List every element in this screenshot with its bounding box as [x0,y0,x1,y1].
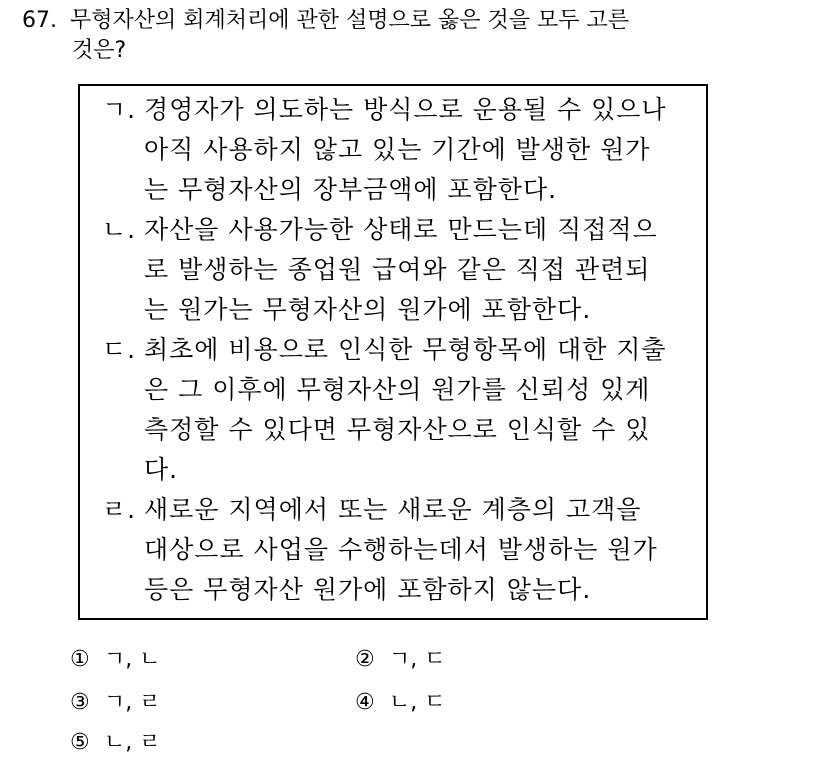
choice-number: ⑤ [70,730,90,755]
choice-4[interactable] [355,688,446,718]
statement-line: 측정할 수 있다면 무형자산으로 인식할 수 있 [144,415,651,444]
statement-line: 아직 사용하지 않고 있는 기간에 발생한 원가 [144,135,651,164]
question-text-line1: 무형자산의 회계처리에 관한 설명으로 옳은 것을 모두 고른 [70,8,630,33]
choice-text: ㄱ, ㄷ [389,647,446,672]
statement-line: 은 그 이후에 무형자산의 원가를 신뢰성 있게 [144,375,651,404]
statement-line: 다. [144,455,179,484]
statement-line: 자산을 사용가능한 상태로 만드는데 직접적으 [144,215,658,244]
choice-1[interactable] [70,645,161,675]
statement-marker: ㄷ. [102,335,137,364]
question-stem [22,6,629,66]
statement-item [102,330,667,490]
statement-line: 는 무형자산의 장부금액에 포함한다. [144,175,558,204]
statement-line: 로 발생하는 종업원 급여와 같은 직접 관련되 [144,255,651,284]
statement-marker: ㄹ. [102,495,137,524]
choice-text: ㄴ, ㄹ [104,730,161,755]
statement-item [102,210,667,330]
choice-3[interactable] [70,688,161,718]
statements-list [102,90,667,610]
statement-item [102,90,667,210]
statement-line: 새로운 지역에서 또는 새로운 계층의 고객을 [144,495,642,524]
choice-number: ① [70,647,90,672]
choice-number: ③ [70,690,90,715]
statement-marker: ㄱ. [102,95,137,124]
choice-text: ㄱ, ㄹ [104,690,161,715]
statement-marker: ㄴ. [102,215,137,244]
question-number: 67. [22,8,57,33]
statement-line: 등은 무형자산 원가에 포함하지 않는다. [144,575,592,604]
question-text-line2: 것은? [72,38,127,63]
choice-5[interactable] [70,728,161,758]
statement-item [102,490,667,610]
choice-number: ④ [355,690,375,715]
statement-line: 는 원가는 무형자산의 원가에 포함한다. [144,295,592,324]
statement-line: 대상으로 사업을 수행하는데서 발생하는 원가 [144,535,658,564]
choice-number: ② [355,647,375,672]
choice-2[interactable] [355,645,446,675]
statement-line: 최초에 비용으로 인식한 무형항목에 대한 지출 [144,335,667,364]
statement-line: 경영자가 의도하는 방식으로 운용될 수 있으나 [144,95,667,124]
choice-text: ㄴ, ㄷ [389,690,446,715]
choice-text: ㄱ, ㄴ [104,647,161,672]
